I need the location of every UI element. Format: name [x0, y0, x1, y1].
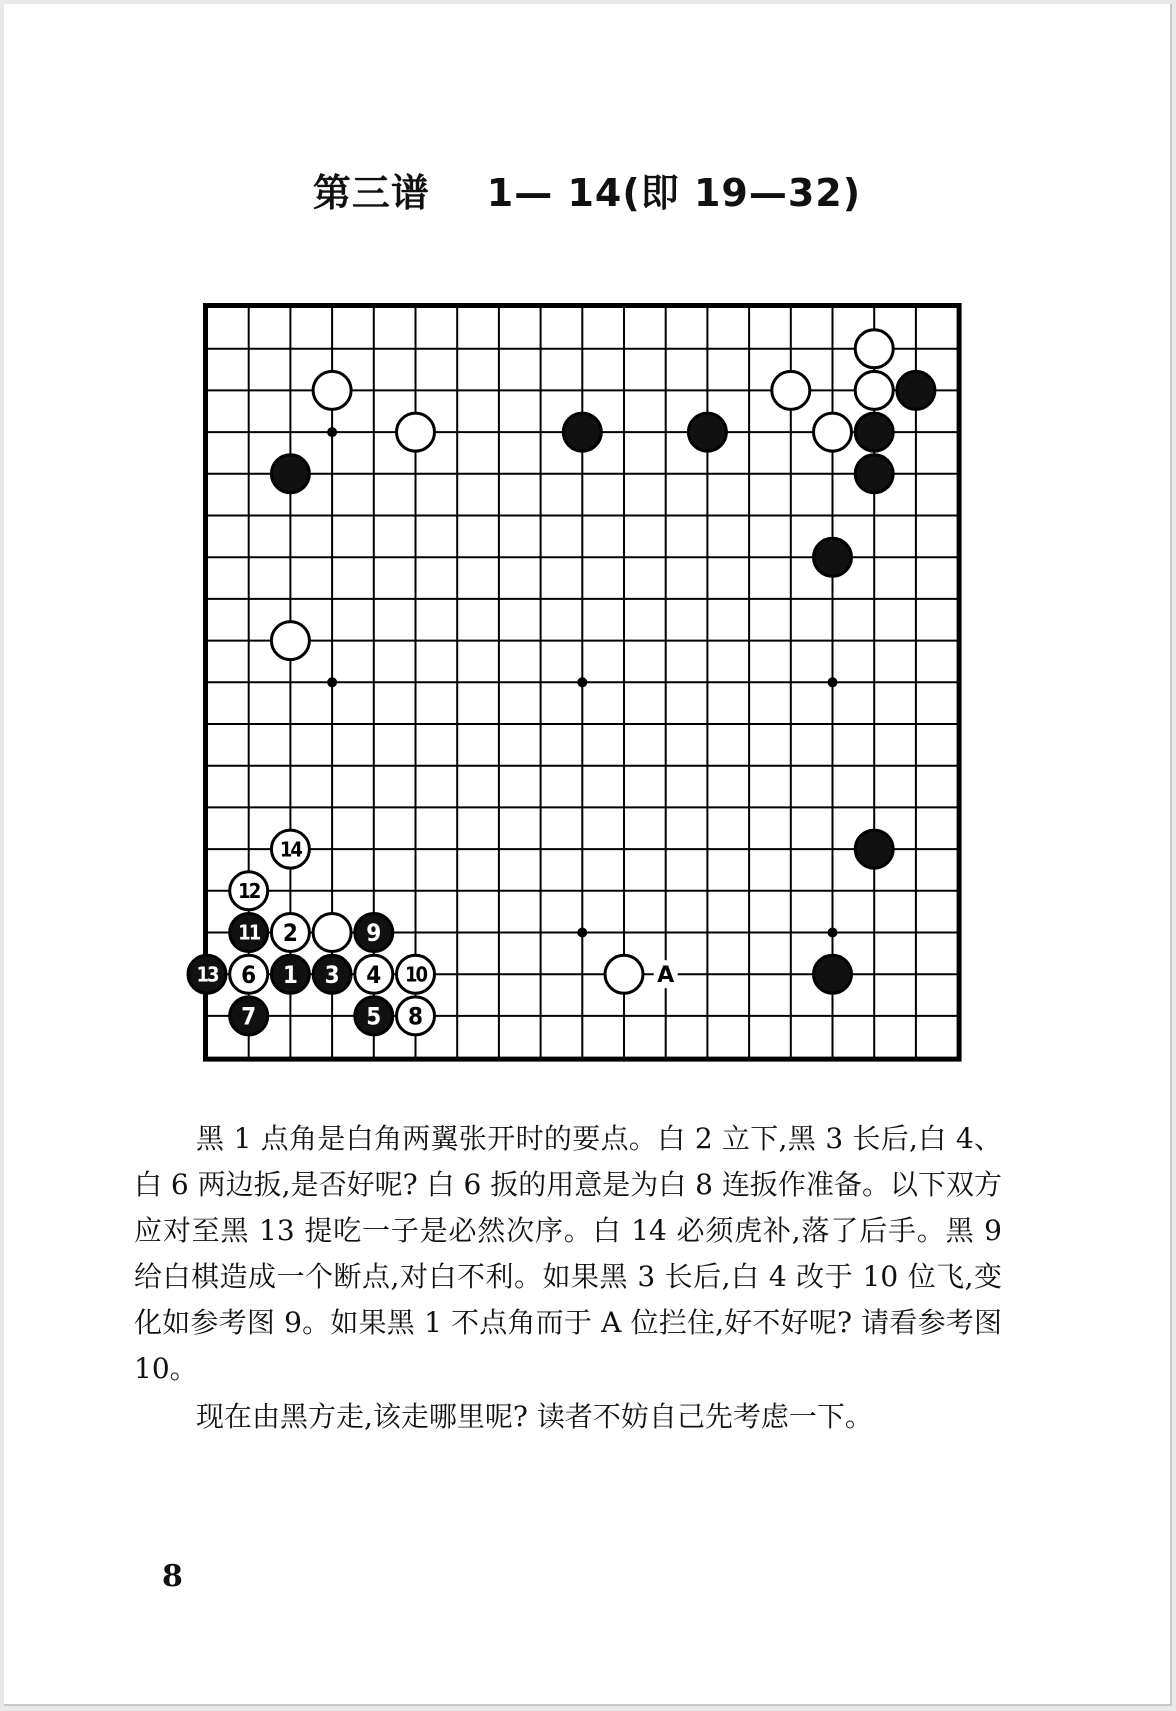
- black-stone: [563, 413, 601, 451]
- white-stone: [397, 413, 435, 451]
- white-stone: [772, 371, 810, 409]
- star-point: [327, 427, 337, 437]
- black-stone: [855, 455, 893, 493]
- move-number: 5: [366, 1002, 382, 1031]
- page-number: 8: [162, 1559, 183, 1594]
- commentary-paragraph: 黑 1 点角是白角两翼张开时的要点。白 2 立下,黑 3 长后,白 4、白 6 两边扳,是否好呢? 白 6 扳的用意是为白 8 连扳作准备。以下双方应对至黑 13 提吃一子是必然次序。白 14 必须虎补,落了后手。黑 9 给白棋造成一个断点,对白不利。如果黑 3 长后,白 4 改于 10 位飞,变化如参考图 9。如果黑 1 不点角而于 A 位拦住,好不好呢? 请看参考图 10。: [134, 1122, 1002, 1385]
- star-point: [828, 928, 838, 938]
- move-number: 12: [238, 879, 260, 903]
- white-stone: [855, 371, 893, 409]
- move-number: 7: [241, 1002, 257, 1031]
- white-stone: [313, 914, 351, 952]
- marker-label: A: [657, 963, 675, 989]
- move-number: 8: [407, 1002, 424, 1031]
- black-stone: [855, 413, 893, 451]
- page-title: 第三谱 1— 14(即 19—32): [312, 171, 862, 215]
- star-point: [577, 928, 587, 938]
- black-stone: [897, 371, 935, 409]
- black-stone: [814, 538, 852, 576]
- white-stone: [814, 413, 852, 451]
- move-number: 11: [238, 920, 260, 945]
- black-stone: [814, 955, 852, 993]
- star-point: [577, 677, 587, 687]
- move-number: 6: [241, 960, 257, 989]
- black-stone: [855, 830, 893, 868]
- move-number: 1: [282, 960, 298, 989]
- move-number: 4: [366, 960, 382, 989]
- black-stone: [688, 413, 726, 451]
- go-board-diagram: [4, 4, 1170, 1104]
- move-number: 2: [282, 919, 298, 948]
- move-number: 9: [366, 919, 382, 948]
- white-stone: [605, 955, 643, 993]
- white-stone: [271, 622, 309, 660]
- question-paragraph: 现在由黑方走,该走哪里呢? 读者不妨自己先考虑一下。: [196, 1400, 873, 1433]
- black-stone: [271, 455, 309, 493]
- white-stone: [855, 330, 893, 368]
- book-page: [4, 4, 1172, 1706]
- move-number: 10: [404, 962, 427, 987]
- white-stone: [313, 371, 351, 409]
- star-point: [828, 677, 838, 687]
- move-number: 3: [324, 960, 340, 989]
- star-point: [327, 677, 337, 687]
- move-number: 14: [279, 837, 301, 862]
- move-number: 13: [196, 962, 218, 987]
